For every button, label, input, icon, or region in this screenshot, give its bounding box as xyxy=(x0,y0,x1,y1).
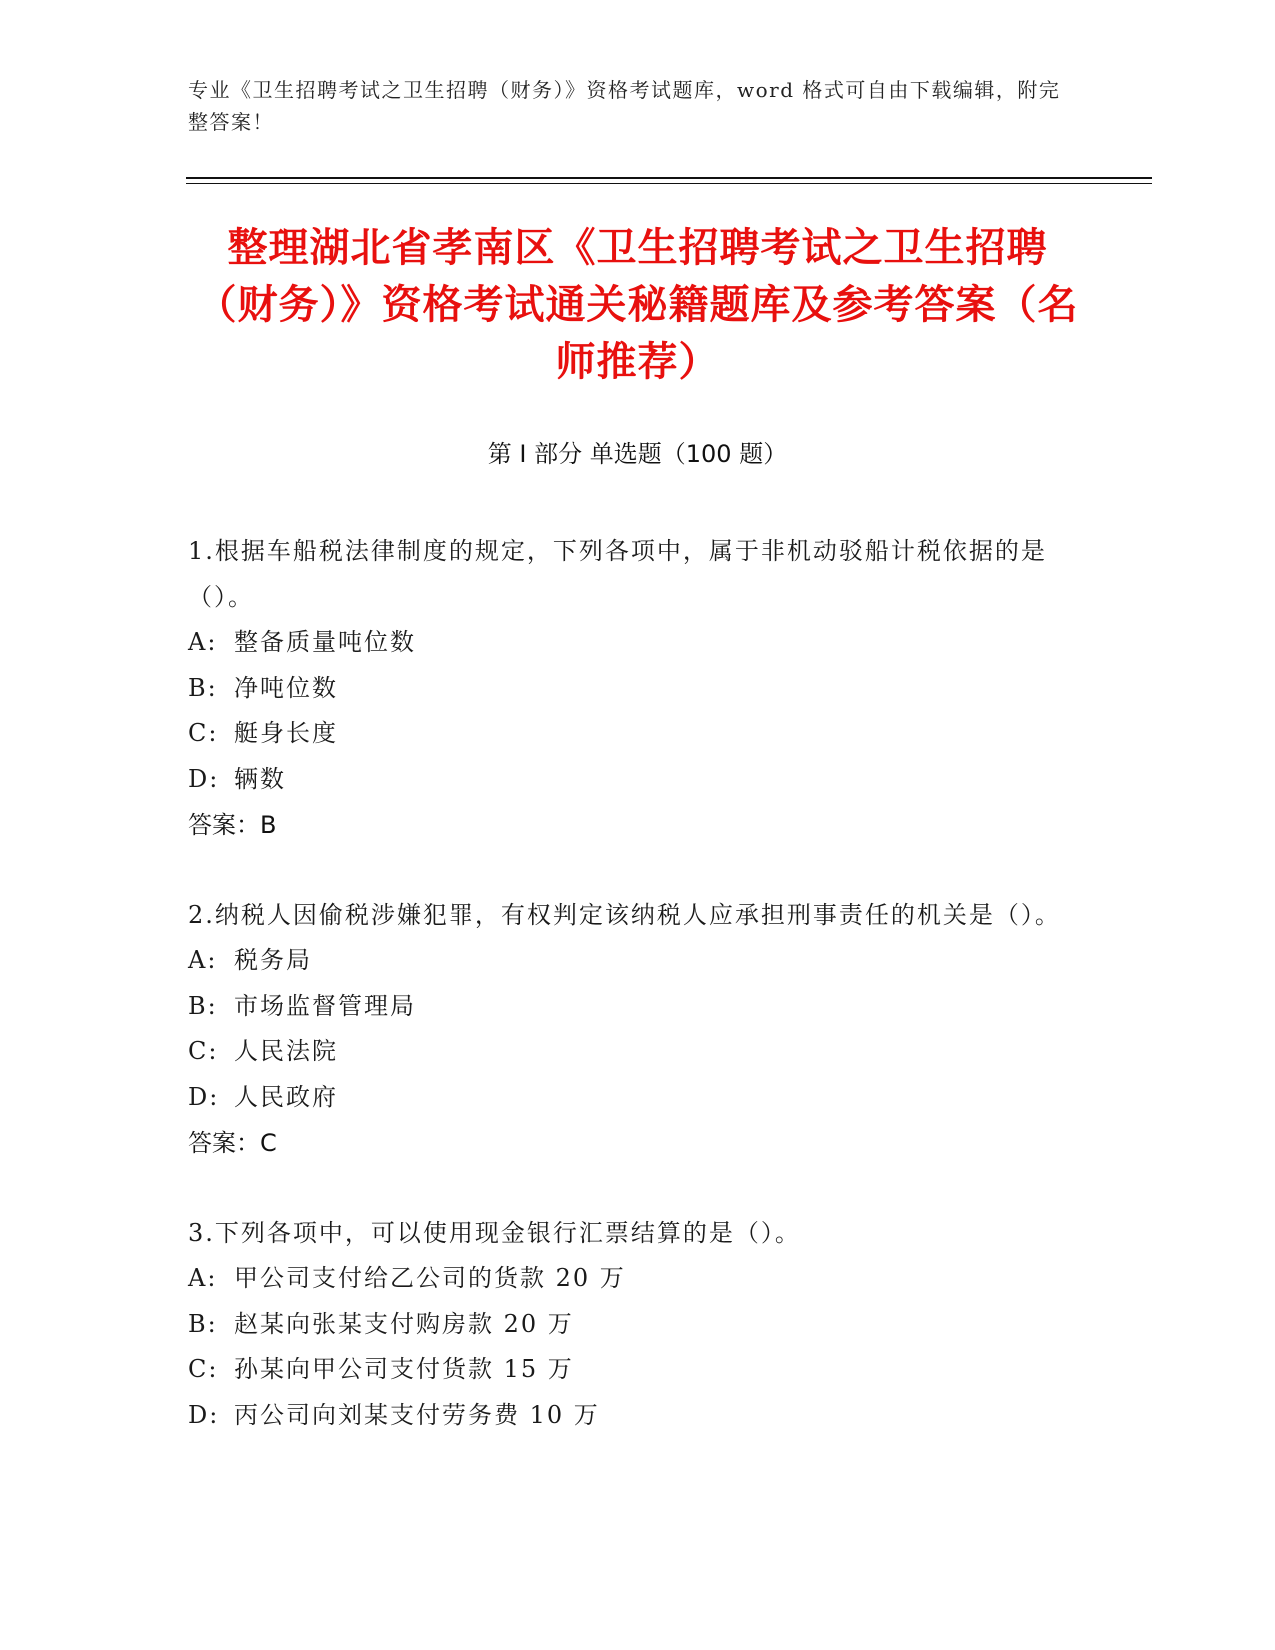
option-c xyxy=(188,1029,1068,1075)
option-d xyxy=(188,757,1068,803)
option-letter: C: xyxy=(188,1355,219,1383)
option-text: 净吨位数 xyxy=(234,673,338,702)
option-letter: C: xyxy=(188,1037,219,1065)
question-stem: 2.纳税人因偷税涉嫌犯罪，有权判定该纳税人应承担刑事责任的机关是（）。 xyxy=(188,901,1061,929)
option-letter: A: xyxy=(188,1264,218,1292)
answer-line: 答案：B xyxy=(188,811,277,839)
option-text: 辆数 xyxy=(234,764,286,793)
option-text: 整备质量吨位数 xyxy=(234,628,416,656)
option-text: 孙某向甲公司支付货款 15 万 xyxy=(234,1355,574,1383)
question-2 xyxy=(188,892,1068,1166)
option-d xyxy=(188,1075,1068,1121)
header-divider-thin xyxy=(186,183,1152,184)
section-heading: 第 I 部分 单选题（100 题） xyxy=(487,440,788,468)
option-b xyxy=(188,1302,1068,1348)
option-letter: A: xyxy=(188,628,218,656)
option-a xyxy=(188,620,1068,666)
question-3 xyxy=(188,1210,1068,1438)
option-c xyxy=(188,711,1068,757)
option-b xyxy=(188,666,1068,712)
question-1 xyxy=(188,528,1068,848)
option-a xyxy=(188,938,1068,984)
option-letter: D: xyxy=(188,764,220,793)
option-letter: B: xyxy=(188,673,218,702)
option-c xyxy=(188,1347,1068,1393)
header-note: 专业《卫生招聘考试之卫生招聘（财务）》资格考试题库，word 格式可自由下载编辑，附完整答案！ xyxy=(188,78,1061,134)
option-text: 甲公司支付给乙公司的货款 20 万 xyxy=(234,1264,626,1292)
document-title: 整理湖北省孝南区《卫生招聘考试之卫生招聘（财务）》资格考试通关秘籍题库及参考答案（名师推荐） xyxy=(196,225,1079,385)
option-text: 市场监督管理局 xyxy=(234,991,416,1020)
option-b xyxy=(188,984,1068,1030)
option-letter: D: xyxy=(188,1400,220,1429)
option-text: 人民政府 xyxy=(234,1082,338,1111)
option-text: 艇身长度 xyxy=(234,719,338,747)
option-text: 税务局 xyxy=(234,946,312,974)
option-text: 丙公司向刘某支付劳务费 10 万 xyxy=(234,1400,600,1429)
question-stem: 1.根据车船税法律制度的规定，下列各项中，属于非机动驳船计税依据的是（）。 xyxy=(188,537,1047,611)
option-letter: C: xyxy=(188,719,219,747)
answer-line: 答案：C xyxy=(188,1129,277,1157)
question-list xyxy=(188,528,1068,1482)
option-d xyxy=(188,1393,1068,1439)
option-a xyxy=(188,1256,1068,1302)
question-stem: 3.下列各项中，可以使用现金银行汇票结算的是（）。 xyxy=(188,1219,801,1247)
option-text: 赵某向张某支付购房款 20 万 xyxy=(234,1309,574,1338)
option-letter: A: xyxy=(188,946,218,974)
option-letter: B: xyxy=(188,1309,218,1338)
option-letter: B: xyxy=(188,991,218,1020)
option-letter: D: xyxy=(188,1082,220,1111)
option-text: 人民法院 xyxy=(234,1037,338,1065)
header-divider-thick xyxy=(186,177,1152,179)
